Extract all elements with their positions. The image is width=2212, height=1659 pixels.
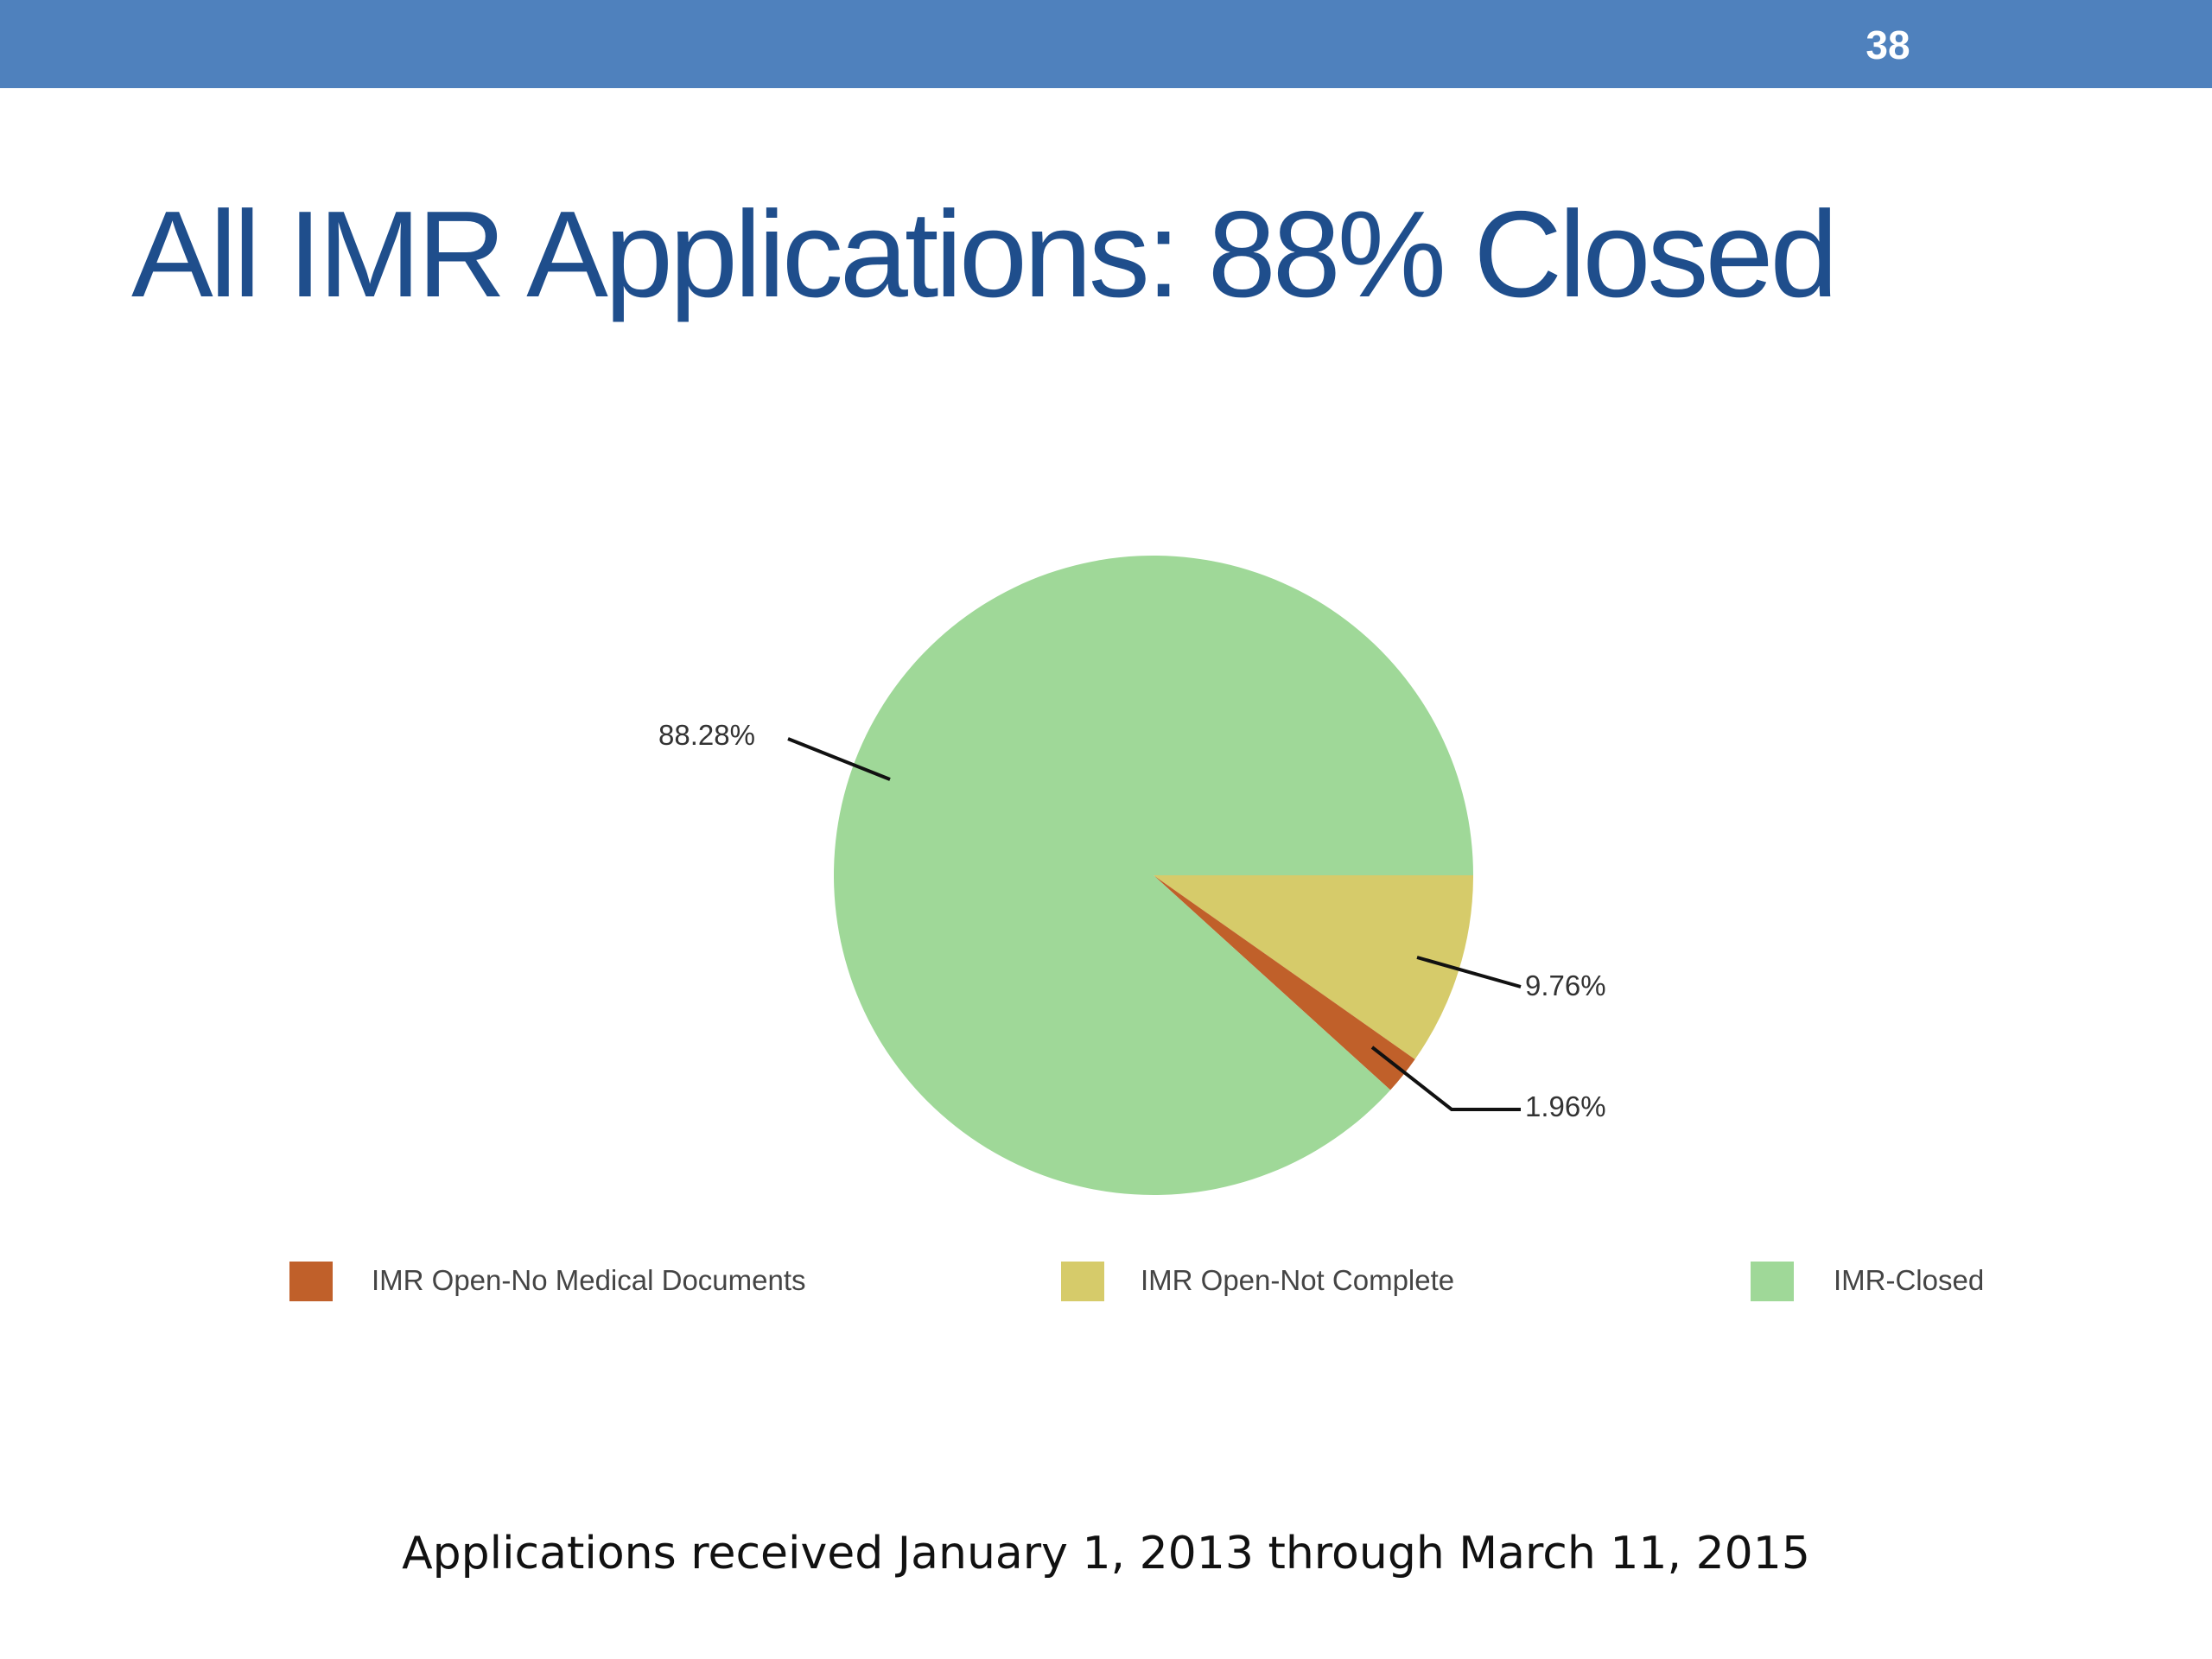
pie-slice-closed xyxy=(834,556,1473,1195)
slice-label-closed: 88.28% xyxy=(658,719,755,751)
legend-swatch-not-complete xyxy=(1061,1262,1104,1301)
legend-swatch-no-medical xyxy=(289,1262,333,1301)
slice-label-no-medical: 1.96% xyxy=(1525,1090,1606,1122)
footnote: Applications received January 1, 2013 through March 11, 2015 xyxy=(402,1528,1810,1580)
legend-swatch-closed xyxy=(1751,1262,1794,1301)
legend-label-no-medical: IMR Open-No Medical Documents xyxy=(372,1264,806,1296)
pie-slices xyxy=(834,556,1473,1195)
slide-number: 38 xyxy=(1866,22,1910,67)
legend xyxy=(289,1262,1984,1301)
legend-label-closed: IMR-Closed xyxy=(1834,1264,1985,1296)
slide-title: All IMR Applications: 88% Closed xyxy=(131,186,1835,323)
slice-label-not-complete: 9.76% xyxy=(1525,969,1606,1001)
legend-label-not-complete: IMR Open-Not Complete xyxy=(1141,1264,1455,1296)
